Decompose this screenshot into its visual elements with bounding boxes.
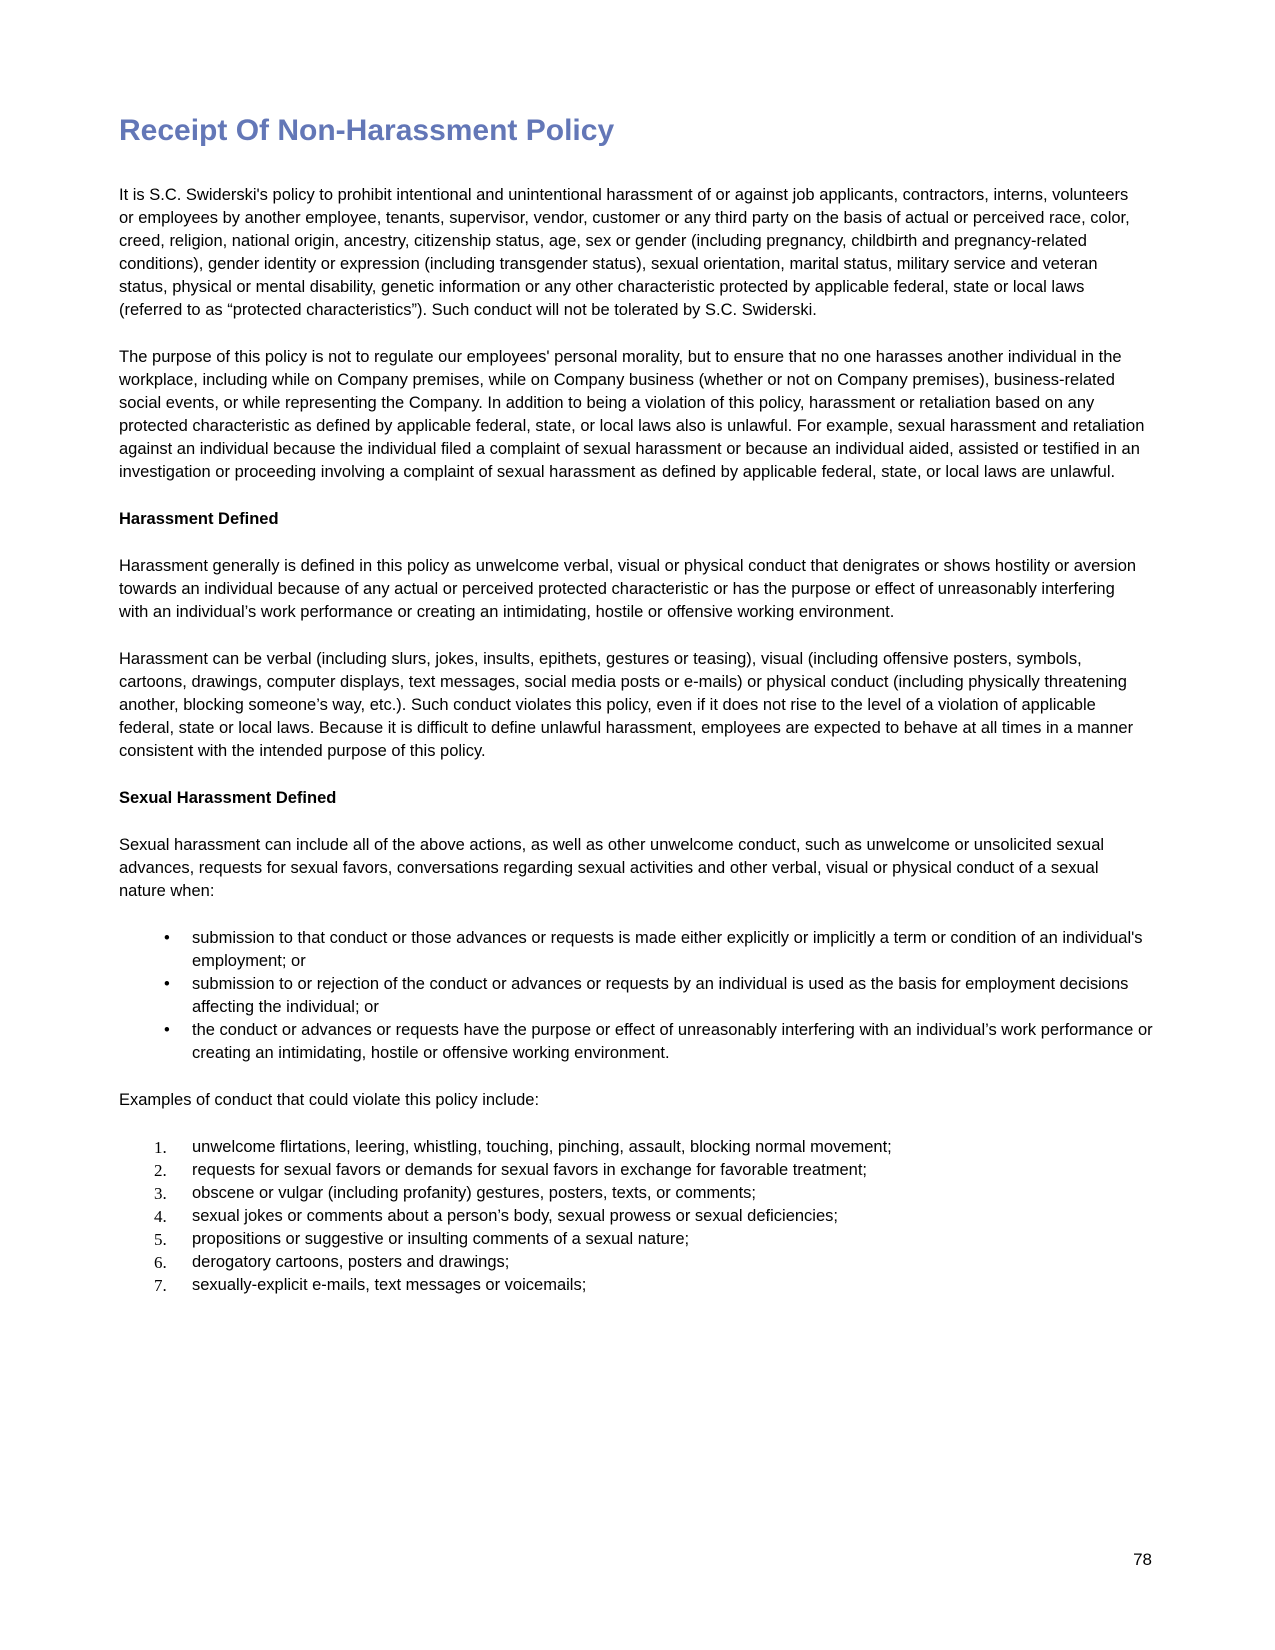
conditions-bullet-list <box>119 927 1155 1065</box>
condition-item-3: • the conduct or advances or requests have the purpose or effect of unreasonably interfering with an individual’s work performance or creating an intimidating, hostile or offensive working environment. <box>192 1019 1155 1065</box>
heading-sexual-harassment-defined: Sexual Harassment Defined <box>119 789 337 807</box>
example-item-3: obscene or vulgar (including profanity) gestures, posters, texts, or comments; <box>192 1184 757 1202</box>
example-item-7: sexually-explicit e-mails, text messages or voicemails; <box>192 1276 587 1294</box>
sexual-harassment-intro-paragraph: Sexual harassment can include all of the above actions, as well as other unwelcome conduct, such as unwelcome or unsolicited sexual advances, requests for sexual favors, conversations regarding sexual activities and other verbal, visual or physical conduct of a sexual nature when: <box>119 836 1105 900</box>
condition-item-2: • submission to or rejection of the conduct or advances or requests by an individual is used as the basis for employment decisions affecting the individual; or <box>192 973 1155 1019</box>
example-item-6: derogatory cartoons, posters and drawings; <box>192 1253 510 1271</box>
page-number: 78 <box>1133 1550 1152 1569</box>
condition-item-1: • submission to that conduct or those advances or requests is made either explicitly or implicitly a term or condition of an individual's employment; or <box>192 927 1155 973</box>
example-item-5: propositions or suggestive or insulting comments of a sexual nature; <box>192 1230 690 1248</box>
examples-intro-paragraph: Examples of conduct that could violate this policy include: <box>119 1091 540 1109</box>
examples-numbered-list <box>119 1136 1155 1297</box>
example-item-1: unwelcome flirtations, leering, whistling, touching, pinching, assault, blocking normal movement; <box>192 1138 892 1156</box>
example-item-4: sexual jokes or comments about a person’s body, sexual prowess or sexual deficiencies; <box>192 1207 838 1225</box>
heading-harassment-defined: Harassment Defined <box>119 510 279 528</box>
harassment-defined-paragraph-2: Harassment can be verbal (including slurs, jokes, insults, epithets, gestures or teasing), visual (including offensive posters, symbols, cartoons, drawings, computer displays, text messages, social media posts or e-mails) or physical conduct (including physically threatening another, blocking someone’s way, etc.). Such conduct violates this policy, even if it does not rise to the level of a violation of applicable federal, state or local laws. Because it is difficult to define unlawful harassment, employees are expected to behave at all times in a manner consistent with the intended purpose of this policy. <box>119 650 1134 760</box>
example-item-2: requests for sexual favors or demands for sexual favors in exchange for favorable treatment; <box>192 1161 868 1179</box>
harassment-defined-paragraph-1: Harassment generally is defined in this policy as unwelcome verbal, visual or physical conduct that denigrates or shows hostility or aversion towards an individual because of any actual or perceived protected characteristic or has the purpose or effect of unreasonably interfering with an individual’s work performance or creating an intimidating, hostile or offensive working environment. <box>119 557 1137 621</box>
page-title: Receipt Of Non-Harassment Policy <box>119 114 615 147</box>
intro-paragraph-2: The purpose of this policy is not to regulate our employees' personal morality, but to ensure that no one harasses another individual in the workplace, including while on Company premises, while on Company business (whether or not on Company premises), business-related social events, or while representing the Company. In addition to being a violation of this policy, harassment or retaliation based on any protected characteristic as defined by applicable federal, state, or local laws also is unlawful. For example, sexual harassment and retaliation against an individual because the individual filed a complaint of sexual harassment or because an individual aided, assisted or testified in an investigation or proceeding involving a complaint of sexual harassment as defined by applicable federal, state, or local laws are unlawful. <box>119 348 1145 481</box>
intro-paragraph-1: It is S.C. Swiderski's policy to prohibit intentional and unintentional harassment of or against job applicants, contractors, interns, volunteers or employees by another employee, tenants, supervisor, vendor, customer or any third party on the basis of actual or perceived race, color, creed, religion, national origin, ancestry, citizenship status, age, sex or gender (including pregnancy, childbirth and pregnancy-related conditions), gender identity or expression (including transgender status), sexual orientation, marital status, military service and veteran status, physical or mental disability, genetic information or any other characteristic protected by applicable federal, state or local laws (referred to as “protected characteristics”). Such conduct will not be tolerated by S.C. Swiderski. <box>119 186 1130 319</box>
